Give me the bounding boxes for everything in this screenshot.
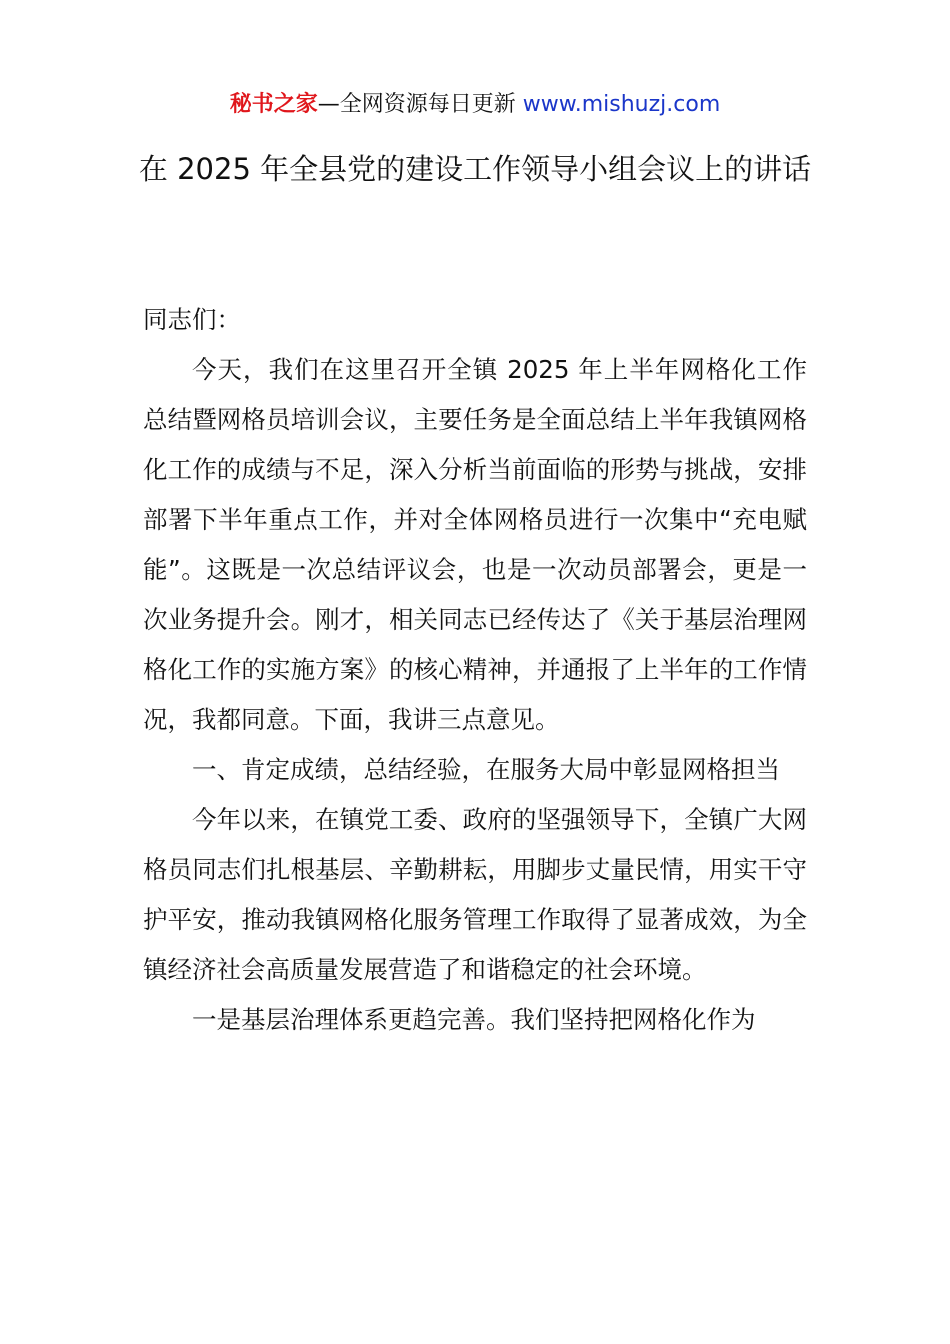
document-title: 在 2025 年全县党的建设工作领导小组会议上的讲话 <box>138 152 812 186</box>
document-body <box>143 295 807 1045</box>
header-tagline: —全网资源每日更新 <box>317 92 523 117</box>
site-header <box>0 88 950 122</box>
brand-name: 秘书之家 <box>229 92 318 117</box>
section-heading: 一、肯定成绩，总结经验，在服务大局中彰显网格担当 <box>192 755 780 784</box>
body-paragraph: 今年以来，在镇党工委、政府的坚强领导下，全镇广大网格员同志们扎根基层、辛勤耕耘，用脚步丈量民情，用实干守护平安，推动我镇网格化服务管理工作取得了显著成效，为全镇经济社会高质量发展营造了和谐稳定的社会环境。 <box>143 805 807 984</box>
salutation: 同志们： <box>143 305 241 334</box>
site-url-link[interactable]: www.mishuzj.com <box>522 92 721 117</box>
body-paragraph: 今天，我们在这里召开全镇 2025 年上半年网格化工作总结暨网格员培训会议，主要任务是全面总结上半年我镇网格化工作的成绩与不足，深入分析当前面临的形势与挑战，安排部署下半年重点工作，并对全体网格员进行一次集中“充电赋能”。这既是一次总结评议会，也是一次动员部署会，更是一次业务提升会。刚才，相关同志已经传达了《关于基层治理网格化工作的实施方案》的核心精神，并通报了上半年的工作情况，我都同意。下面，我讲三点意见。 <box>143 355 807 734</box>
body-paragraph: 一是基层治理体系更趋完善。我们坚持把网格化作为 <box>192 1005 756 1034</box>
